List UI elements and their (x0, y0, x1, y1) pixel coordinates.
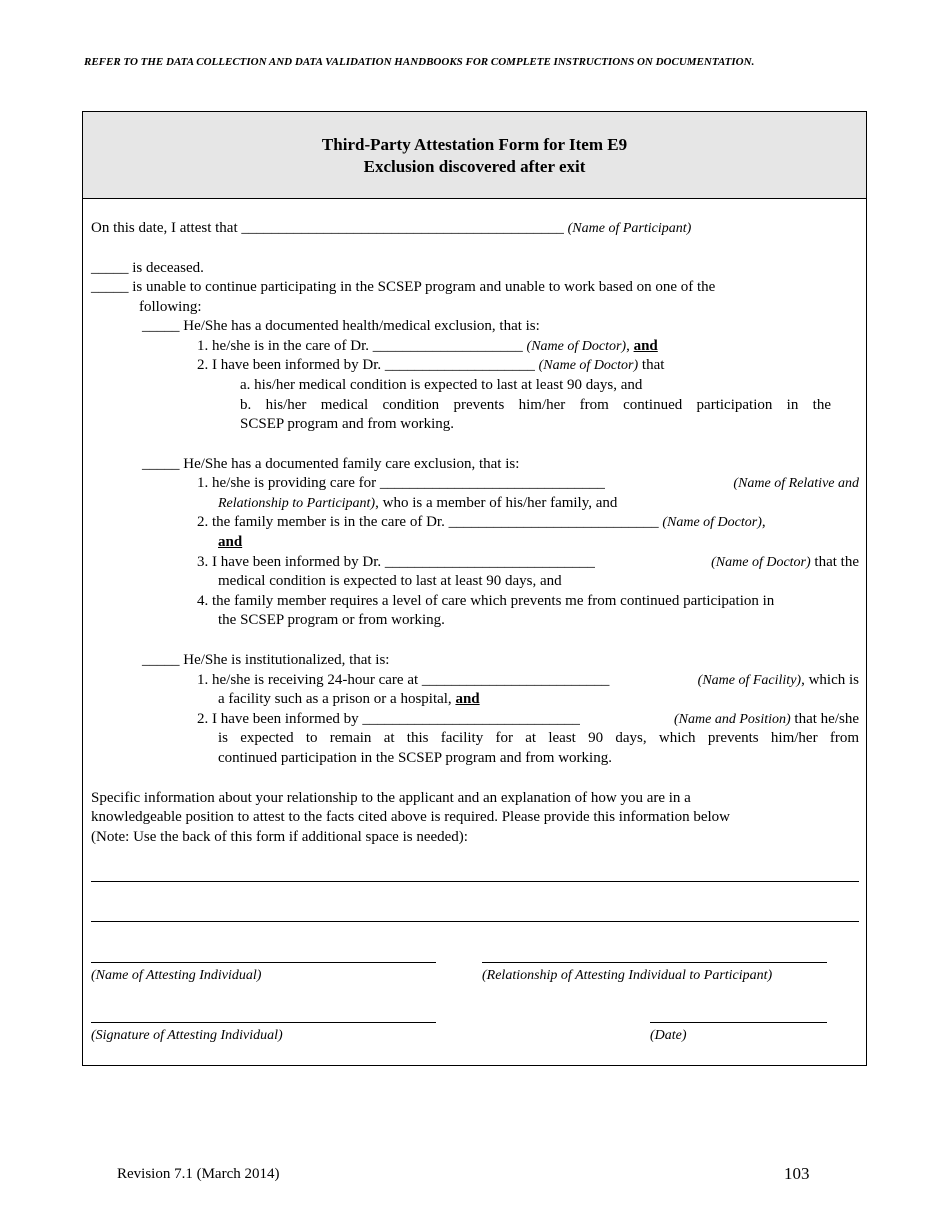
attest-statement[interactable] (91, 219, 691, 239)
name-position-hint: (Name and Position) (674, 712, 791, 727)
institution-item-1[interactable] (197, 671, 859, 691)
explanation-write-line-1[interactable] (91, 881, 859, 882)
participant-name-hint: (Name of Participant) (567, 221, 692, 236)
attesting-name-label: (Name of Attesting Individual) (91, 968, 262, 983)
medical-item-2b: b. his/her medical condition prevents him/her from continued participation in the (240, 397, 831, 413)
institution-item-2-tail: that he/she (794, 711, 859, 727)
signature-label: (Signature of Attesting Individual) (91, 1028, 283, 1043)
family-item-1-text: 1. he/she is providing care for ______________________________ (197, 475, 605, 491)
explanation-line-3: (Note: Use the back of this form if additional space is needed): (91, 829, 468, 845)
family-item-1-tail: , who is a member of his/her family, and (375, 495, 618, 511)
family-item-4: 4. the family member requires a level of care which prevents me from continued participation in (197, 593, 775, 609)
explanation-write-line-2[interactable] (91, 921, 859, 922)
family-item-2[interactable] (197, 513, 766, 533)
form-header (83, 112, 866, 199)
family-item-3-tail: that the (814, 554, 859, 570)
family-care-exclusion-option[interactable]: _____ He/She has a documented family care exclusion, that is: (142, 456, 520, 472)
explanation-line-2: knowledgeable position to attest to the facts cited above is required. Please provide this information below (91, 809, 731, 825)
handbook-reference-note: REFER TO THE DATA COLLECTION AND DATA VALIDATION HANDBOOKS FOR COMPLETE INSTRUCTIONS ON DOCUMENTATION. (84, 56, 755, 68)
relationship-label: (Relationship of Attesting Individual to Participant) (482, 968, 773, 983)
medical-item-1-comma: , (626, 338, 630, 354)
institution-item-2-continued-2: continued participation in the SCSEP program and from working. (218, 750, 612, 766)
medical-item-2[interactable] (197, 356, 664, 376)
family-item-3-text: 3. I have been informed by Dr. ____________________________ (197, 554, 595, 570)
doctor-name-hint: (Name of Doctor) (526, 339, 627, 354)
institution-item-1-tail: , which is (801, 672, 859, 688)
institution-item-1-line2: a facility such as a prison or a hospital, (218, 691, 452, 707)
family-item-2-text: 2. the family member is in the care of Dr. ____________________________ (197, 514, 659, 530)
facility-name-hint: (Name of Facility) (697, 673, 802, 688)
family-item-1-continued (218, 494, 617, 514)
attesting-name-field[interactable] (91, 962, 436, 963)
medical-item-2b-continued: SCSEP program and from working. (240, 416, 455, 432)
institution-item-1-continued (218, 690, 480, 710)
institution-item-1-text: 1. he/she is receiving 24-hour care at _________________________ (197, 672, 610, 688)
family-item-3[interactable] (197, 553, 859, 573)
doctor-name-hint: (Name of Doctor) (538, 358, 639, 373)
medical-item-1[interactable] (197, 337, 658, 357)
date-field[interactable] (650, 1022, 827, 1023)
family-item-3-continued: medical condition is expected to last at least 90 days, and (218, 573, 562, 589)
doctor-name-hint: (Name of Doctor) (711, 555, 811, 570)
and-emphasis: and (455, 691, 480, 707)
date-label: (Date) (650, 1028, 687, 1043)
and-emphasis: and (633, 338, 658, 354)
medical-item-2-tail: that (641, 357, 665, 373)
institution-item-2-text: 2. I have been informed by _____________________________ (197, 711, 580, 727)
page-number: 103 (784, 1164, 810, 1183)
institution-item-2-continued: is expected to remain at this facility for at least 90 days, which prevents him/her from (218, 730, 859, 746)
family-item-2-comma: , (761, 514, 766, 530)
form-title: Third-Party Attestation Form for Item E9 (321, 135, 628, 154)
relative-name-hint: (Name of Relative and (733, 476, 859, 491)
and-emphasis: and (218, 534, 243, 550)
signature-field[interactable] (91, 1022, 436, 1023)
relationship-field[interactable] (482, 962, 827, 963)
family-item-4-continued: the SCSEP program or from working. (218, 612, 445, 628)
medical-item-1-text: 1. he/she is in the care of Dr. ____________________ (197, 338, 523, 354)
revision-note: Revision 7.1 (March 2014) (117, 1166, 280, 1182)
doctor-name-hint: (Name of Doctor) (662, 515, 762, 530)
medical-exclusion-option[interactable]: _____ He/She has a documented health/medical exclusion, that is: (142, 318, 540, 334)
unable-option-continued: following: (139, 299, 202, 315)
medical-item-2a: a. his/her medical condition is expected to last at least 90 days, and (240, 377, 643, 393)
relationship-hint: Relationship to Participant) (218, 496, 376, 511)
family-item-1[interactable] (197, 474, 859, 494)
institutionalized-option[interactable]: _____ He/She is institutionalized, that is: (142, 652, 390, 668)
deceased-option[interactable]: _____ is deceased. (91, 260, 204, 276)
medical-item-2-text: 2. I have been informed by Dr. ____________________ (197, 357, 535, 373)
attest-text: On this date, I attest that ___________________________________________ (91, 220, 564, 236)
explanation-line-1: Specific information about your relationship to the applicant and an explanation of how you are in a (91, 790, 691, 806)
institution-item-2[interactable] (197, 710, 859, 730)
form-subtitle: Exclusion discovered after exit (363, 157, 586, 176)
unable-option[interactable]: _____ is unable to continue participating in the SCSEP program and unable to work based on one of the (91, 279, 716, 295)
